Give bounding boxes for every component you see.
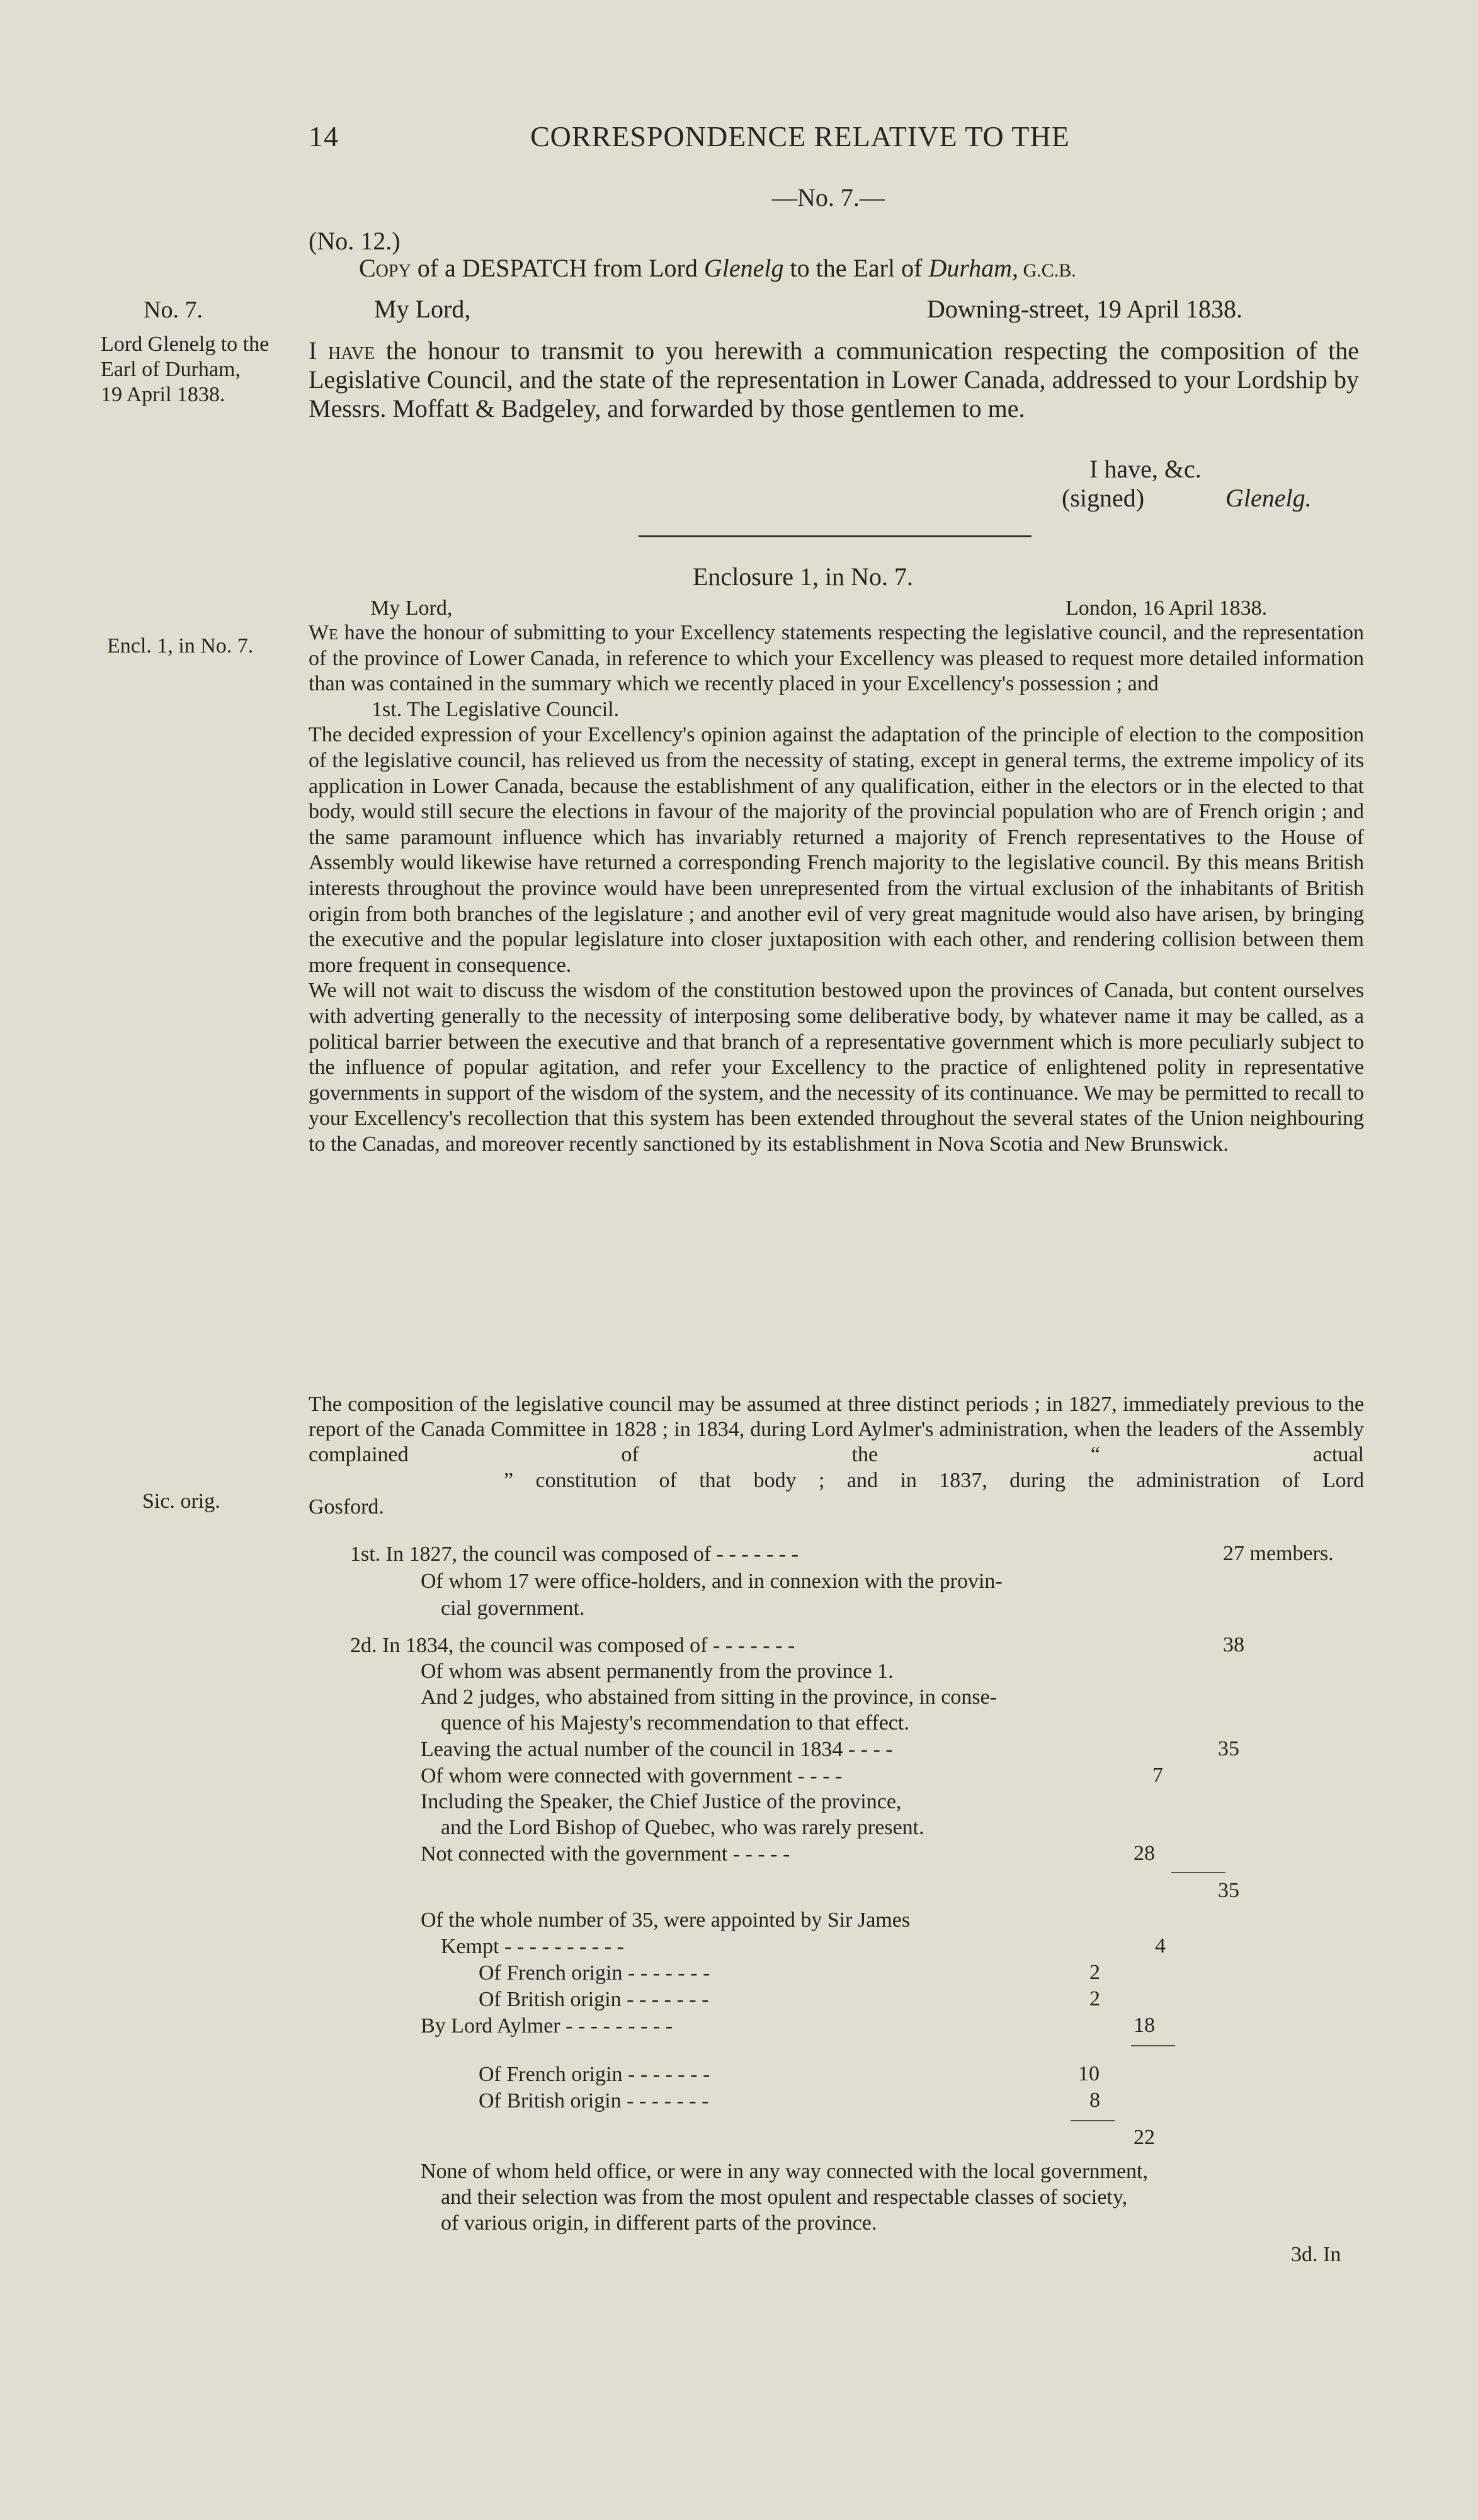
despatch-number: (No. 12.) [309,227,401,255]
despatch-closing: I have, &c. [1089,455,1202,483]
from-name: Glenelg [703,254,784,282]
margin-no7-title: No. 7. [144,297,203,323]
sum-rule [1171,1872,1225,1873]
tab-value: 35 [1218,1879,1239,1902]
tab-row: Kempt - - - - - - - - - - [441,1935,624,1958]
catchword: 3d. In [1291,2243,1341,2266]
tab-value: 4 [1155,1934,1166,1958]
tab-row: By Lord Aylmer - - - - - - - - - [421,2014,673,2038]
page-number: 14 [309,120,339,152]
tab-value: 10 [1078,2062,1100,2085]
enclosure-heading: Enclosure 1, in No. 7. [693,562,913,591]
to-honor: G.C.B. [1018,260,1076,281]
separator-rule [639,535,1032,537]
tab-row: Of French origin - - - - - - - [479,2063,710,2086]
tab-row: Of the whole number of 35, were appointed by Sir James [421,1908,911,1932]
tab-value: 38 [1223,1633,1244,1656]
sum-rule [1131,2045,1175,2046]
tab-row: Of whom were connected with government - - - - [421,1764,843,1787]
tab-value: 2 [1089,1961,1100,1984]
body-lead: I have [309,336,375,365]
paragraph: The decided expression of your Excellency's opinion against the adaptation of the principle of election to the composition of the legislative council, has relieved us from the necessity of stating, except in general terms, the extreme impolicy of its application in Lower Canada, because the establishment of any qualification, either in the electors or in the elected to that body, would still secure the elections in favour of the majority of the provincial population who are of French origin ; and the same paramount influence which has invariably returned a majority of French representatives to the House of Assembly would likewise have returned a corresponding French majority to the legislative council. By this means British interests throughout the province would have been unrepresented from the virtual exclusion of the inhabitants of British origin from both branches of the legislature ; and another evil of very great magnitude would also have arisen, by bringing the executive and the popular legislature into closer juxtaposition with each other, and rendering collision between them more frequent in consequence. [309,723,1364,977]
tab-value: 28 [1134,1842,1155,1865]
margin-no7-line2: Earl of Durham, [101,358,241,381]
section-number: —No. 7.— [772,183,885,212]
tab-row: And 2 judges, who abstained from sitting in the province, in conse- [421,1685,997,1709]
enclosure-place-date: London, 16 April 1838. [1066,596,1268,620]
tab-row: Including the Speaker, the Chief Justice of the province, [421,1790,902,1813]
despatch-salutation: My Lord, [374,295,471,323]
tab-row: Of French origin - - - - - - - [479,1961,710,1985]
tab-row: quence of his Majesty's recommendation to that effect. [441,1711,909,1735]
tab-row: Of British origin - - - - - - - [479,1988,709,2011]
running-title: CORRESPONDENCE RELATIVE TO THE [530,120,1070,152]
signed-label: (signed) [1062,484,1145,512]
tab-row: Not connected with the government - - - - - [421,1842,790,1866]
tab-value: 18 [1134,2014,1155,2037]
paragraph-4c: Gosford. [309,1495,384,1519]
despatch-title [359,254,1076,285]
tab-row: cial government. [441,1597,585,1620]
paragraph-4a: The composition of the legislative council may be assumed at three distinct periods ; in 1827, immediately previous to the report of the Canada Committee in 1828 ; in 1834, during Lord Aylmer's administration, when the leaders of the Assembly complained of the “ actual [309,1393,1364,1466]
title-main: of a DESPATCH from Lord [411,254,704,282]
tab-value: 27 members. [1223,1542,1334,1565]
paragraph: We will not wait to discuss the wisdom of the constitution bestowed upon the provinces of Canada, but content ourselves with adverting generally to the necessity of interposing some deliberative body, by whatever name it may be called, as a political barrier between the executive and that branch of a representative government which is more peculiarly subject to the influence of popular agitation, and refer your Excellency to the practice of enlightened polity in representative governments in support of the wisdom of the system, and the necessity of its continuance. We may be permitted to recall to your Excellency's recollection that this system has been extended throughout the several states of the Union neighbouring to the Canadas, and moreover recently sanctioned by its establishment in Nova Scotia and New Brunswick. [309,979,1364,1156]
to-name: Durham, [928,254,1019,282]
despatch-place-date: Downing-street, 19 April 1838. [927,295,1243,323]
tab-row: None of whom held office, or were in any way connected with the local government, [421,2160,1148,2183]
subheading: 1st. The Legislative Council. [372,697,620,721]
tab-row: Of whom was absent permanently from the province 1. [421,1660,894,1683]
tab-row: 2d. In 1834, the council was composed of - - - - - - - [350,1634,795,1657]
p1-lead: We [309,621,338,644]
body-text: the honour to transmit to you herewith a communication respecting the composition of the Legislative Council, and the state of the representation in Lower Canada, addressed to your Lordship by Messrs. Moffatt & Badgeley, and forwarded by those gentlemen to me. [309,336,1360,423]
tab-row: of various origin, in different parts of the province. [441,2211,877,2235]
margin-sic: Sic. orig. [142,1490,220,1513]
tab-row: and their selection was from the most opulent and respectable classes of society, [441,2186,1128,2209]
margin-encl: Encl. 1, in No. 7. [107,634,254,658]
tab-row: and the Lord Bishop of Quebec, who was rarely present. [441,1816,924,1839]
signature: Glenelg. [1225,484,1312,512]
title-mid: to the Earl of [783,254,929,282]
margin-no7-line3: 19 April 1838. [101,383,225,406]
tab-value: 35 [1218,1737,1239,1760]
tab-row: Of whom 17 were office-holders, and in connexion with the provin- [421,1570,1003,1593]
tab-row: 1st. In 1827, the council was composed of - - - - - - - [350,1542,799,1566]
tab-value: 8 [1089,2089,1100,2112]
tab-value: 22 [1134,2126,1155,2149]
sum-rule [1071,2120,1115,2121]
margin-no7-line1: Lord Glenelg to the [101,333,270,356]
paragraph [309,620,1364,697]
tab-value: 7 [1152,1764,1163,1787]
enclosure-body [309,620,1364,1157]
tab-value: 2 [1089,1987,1100,2010]
p1-text: have the honour of submitting to your Excellency statements respecting the legislative council, and the representation of the province of Lower Canada, in reference to which your Excellency was pleased to request more detailed information than was contained in the summary which we recently placed in your Excellency's possession ; and [309,621,1364,696]
despatch-body [309,336,1359,423]
paragraph-4b: ” constitution of that body ; and in 1837, during the administration of Lord [504,1469,1364,1492]
title-prefix: Copy [359,254,411,282]
tab-row: Of British origin - - - - - - - [479,2089,709,2112]
enclosure-salutation: My Lord, [370,596,453,620]
tab-row: Leaving the actual number of the council in 1834 - - - - [421,1738,893,1761]
